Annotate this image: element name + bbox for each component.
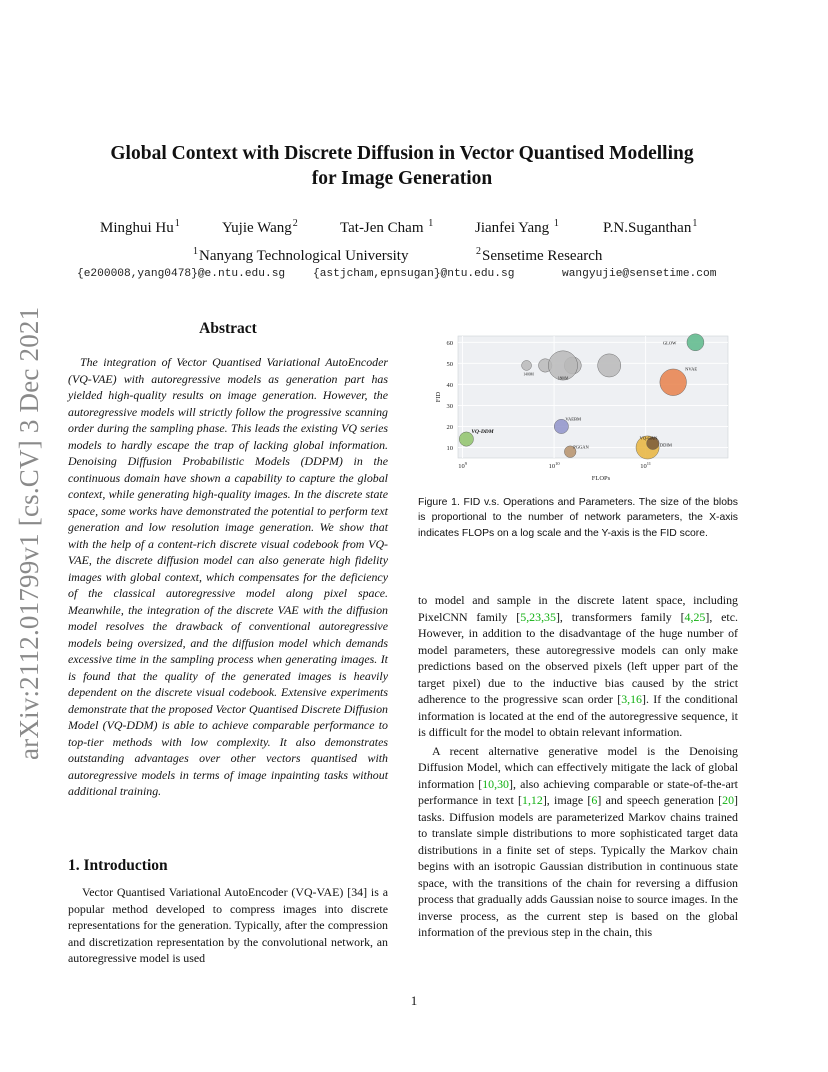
affiliation-2 (476, 246, 602, 265)
y-tick-label: 50 (446, 360, 453, 368)
data-point-label: VQ-GAN (639, 435, 658, 441)
data-point-label: GLOW (662, 340, 677, 346)
introduction-text: Vector Quantised Variational AutoEncoder (VQ-VAE) [34] is a popular method developed to compress images into discrete representations for the generation. Typically, after the compression and discretization representation by the convolutional network, an autoregressive model is used (68, 885, 388, 965)
affil-mark: 2 (476, 246, 481, 257)
author-affil-mark: 1 (428, 218, 434, 229)
author-5 (603, 218, 697, 237)
data-point-label: VAEBM (565, 416, 582, 422)
text-span: ]. If the conditional information is located at the end of the autoregressive sequence, it is difficult for the model to obtain relevant information. (418, 692, 738, 739)
author-name: Jianfei Yang (475, 220, 550, 236)
abstract-heading: Abstract (199, 320, 257, 337)
text-span: ], image [ (542, 793, 592, 807)
citation-link[interactable]: 20 (722, 793, 735, 807)
x-tick-label: $10^{10}$ (548, 461, 560, 470)
data-point (598, 354, 621, 377)
size-label: 1800M (557, 376, 569, 381)
author-affil-mark: 1 (553, 218, 559, 229)
y-tick-label: 60 (446, 339, 453, 347)
text-span: ] and speech generation [ (597, 793, 723, 807)
title-line-1: Global Context with Discrete Diffusion in Vector Quantised Modelling (110, 143, 694, 164)
data-point-label: DDIM (659, 442, 672, 448)
citation-link[interactable]: 10,30 (482, 776, 509, 791)
size-label: 1400M (523, 372, 534, 377)
fid-flops-chart (418, 328, 738, 488)
authors (0, 218, 828, 240)
email-ntu-e[interactable]: {e200008,yang0478}@e.ntu.edu.sg (77, 268, 286, 280)
text-span: ], transformers family [ (555, 609, 685, 624)
data-point-label: NVAE (685, 366, 698, 372)
text-span: ], also achieving comparable or state-of-the-art performance in text [ (418, 776, 738, 807)
x-axis-label: FLOPs (591, 475, 611, 482)
citation-link[interactable]: 4,25 (684, 609, 706, 624)
figure-1 (418, 328, 738, 488)
affiliation-1 (193, 246, 408, 265)
emails (0, 268, 828, 286)
text-span: A recent alternative generative model is the Denoising Diffusion Model, which can effectively mitigate the lack of global information [ (418, 743, 738, 791)
affil-name: Nanyang Technological University (199, 248, 409, 264)
author-4 (475, 218, 559, 237)
page-number: 1 (410, 993, 418, 1008)
data-point-label: PGGAN (573, 444, 589, 450)
y-tick-label: 20 (446, 423, 453, 431)
citation-link[interactable]: 3,16 (621, 692, 642, 706)
affiliations (0, 246, 828, 266)
author-1 (100, 218, 180, 237)
plot-area (458, 336, 728, 458)
data-point (687, 334, 704, 351)
citation-link[interactable]: 5,23,35 (520, 609, 556, 624)
author-name: Tat-Jen Cham (340, 220, 424, 236)
text-span: ] tasks. Diffusion models are parameterized Markov chains trained to translate simple distributions to more sophisticated target data distributions in a finite set of steps. Typically the Markov chain begins with an isotropic Gaussian distribution in continuous state space, with the transitions of the chain for reversing a diffusion process that gradually adds Gaussian noise to source images. In the inverse process, as the current step is based on the global information of the previous step in the chain, this (418, 793, 739, 939)
author-affil-mark: 1 (692, 218, 698, 229)
data-point (522, 360, 532, 370)
abstract-text: The integration of Vector Quantised Variational AutoEncoder (VQ-VAE) with autoregressive models as generation part has yielded high-quality results on image generation. However, the autoregressive models will strictly follow the progressive scanning order during the sampling phase. This leads the existing VQ series models to hardly escape the trap of lacking global information. Denoising Diffusion Probabilistic Models (DDPM) in the continuous domain have shown a capability to capture the global context, while generating high-quality images. In the discrete state space, some works have demonstrated the potential to perform text generation and low resolution image generation. We show that with the help of a content-rich discrete visual codebook from VQ-VAE, the discrete diffusion model can also generate high fidelity images with global context, which compensates for the deficiency of the classical autoregressive model along pixel space. Meanwhile, the integration of the discrete VAE with the diffusion model resolves the drawback of conventional autoregressive models being oversized, and the diffusion model which demands excessive time in the sampling process when generating images. It is found that the quality of the generated images is heavily dependent on the discrete visual codebook. Extensive experiments demonstrate that the proposed Vector Quantised Discrete Diffusion Model (VQ-DDM) is able to achieve comparable performance to top-tier methods with low complexity. It also demonstrates outstanding advantages over other vectors quantised with autoregressive models in terms of image inpainting tasks without additional training. (68, 355, 388, 798)
data-point-label: VQ-DDM (471, 429, 494, 436)
author-3 (340, 218, 433, 237)
author-affil-mark: 2 (292, 218, 298, 229)
y-tick-label: 40 (446, 381, 453, 389)
paragraph-2 (418, 743, 738, 941)
author-name: P.N.Suganthan (603, 220, 692, 236)
citation-link[interactable]: 1,12 (522, 793, 543, 807)
x-tick-label: $10^{11}$ (640, 461, 652, 470)
x-tick-label: $10^9$ (458, 461, 467, 470)
y-tick-label: 30 (446, 402, 453, 410)
author-2 (222, 218, 298, 237)
arxiv-sidebar-stamp: arXiv:2112.01799v1 [cs.CV] 3 Dec 2021 (14, 306, 44, 760)
affil-name: Sensetime Research (482, 248, 603, 264)
email-ntu[interactable]: {astjcham,epnsugan}@ntu.edu.sg (313, 268, 515, 280)
text-span: to model and sample in the discrete latent space, including PixelCNN family [ (418, 593, 738, 624)
text-span: ], etc. However, in addition to the disadvantage of the huge number of model parameters, these autoregressive models can only make predictions based on the observed pixels (left upper part of the target pixel) due to the inductive bias caused by the strict adherence to the progressive scan order [ (418, 609, 738, 706)
y-axis-label: FID (435, 391, 442, 403)
right-column-text (418, 592, 738, 941)
citation-link[interactable]: 6 (591, 793, 598, 807)
paragraph-1 (418, 592, 738, 741)
author-name: Yujie Wang (222, 220, 292, 236)
paper-title (60, 141, 744, 191)
figure-caption: Figure 1. FID v.s. Operations and Parameters. The size of the blobs is proportional to the number of network parameters, the X-axis indicates FLOPs on a log scale and the Y-axis is the FID score. (418, 497, 738, 539)
title-line-2: for Image Generation (311, 168, 493, 189)
email-sensetime[interactable]: wangyujie@sensetime.com (562, 268, 717, 280)
introduction-heading: 1. Introduction (68, 857, 168, 874)
data-point (660, 369, 687, 396)
affil-mark: 1 (193, 246, 198, 257)
author-affil-mark: 1 (174, 218, 180, 229)
y-tick-label: 10 (446, 444, 453, 452)
author-name: Minghui Hu (100, 220, 174, 236)
